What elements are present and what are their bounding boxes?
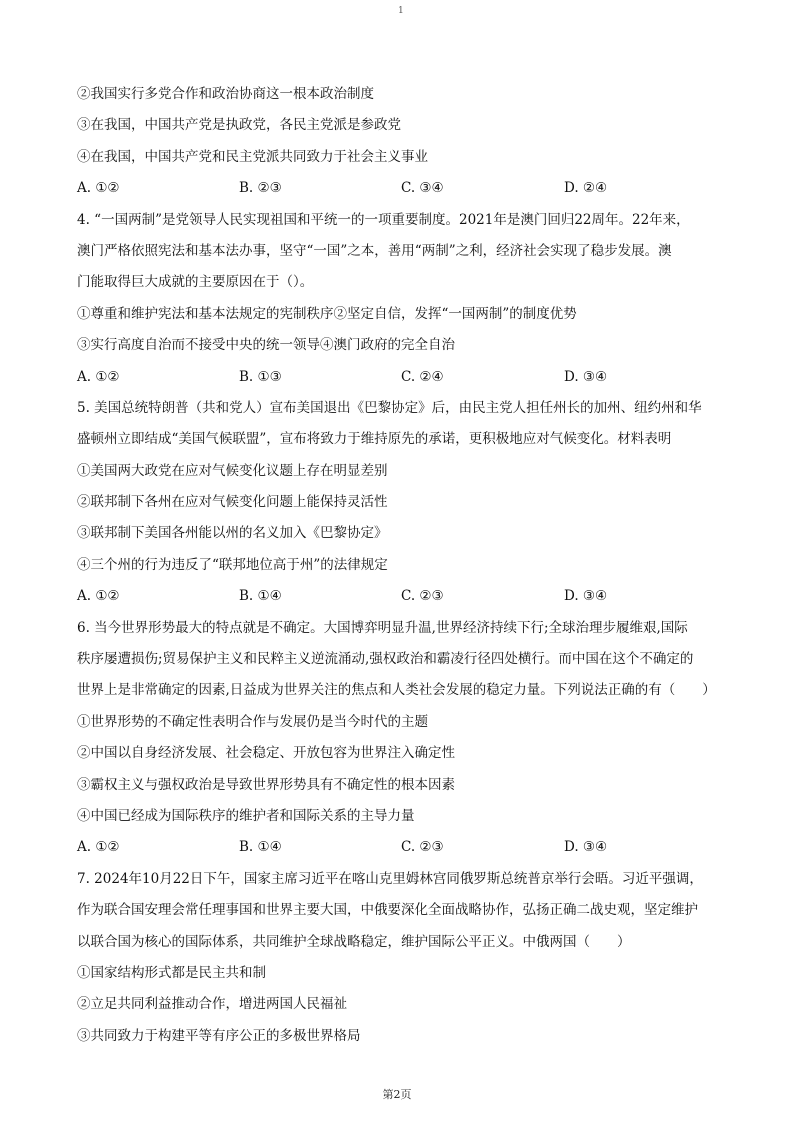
text-line: ①尊重和维护宪法和基本法规定的宪制秩序②坚定自信，发挥“一国两制”的制度优势	[77, 305, 577, 322]
text-line: ③实行高度自治而不接受中央的统一领导④澳门政府的完全自治	[77, 337, 455, 354]
text-line: 澳门严格依照宪法和基本法办事，坚守“一国”之本，善用“两制”之利，经济社会实现了稳步发展。澳	[77, 242, 672, 259]
question-body	[77, 79, 717, 1052]
text-line: ④在我国，中国共产党和民主党派共同致力于社会主义事业	[77, 148, 428, 165]
answer-options-row	[77, 173, 717, 204]
text-line: ④三个州的行为违反了“联邦地位高于州”的法律规定	[77, 556, 388, 573]
answer-option: A. ①②	[77, 839, 120, 856]
text-line: 5. 美国总统特朗普（共和党人）宣布美国退出《巴黎协定》后，由民主党人担任州长的加州、纽约州和华	[77, 399, 702, 416]
text-line: 门能取得巨大成就的主要原因在于（）。	[77, 274, 314, 291]
answer-options-row	[77, 832, 717, 863]
page-number: 第2页	[382, 1088, 412, 1101]
text-line: 秩序屡遭损伤;贸易保护主义和民粹主义逆流涌动,强权政治和霸凌行径四处横行。而中国在这个不确定的	[77, 651, 694, 668]
text-line: ④中国已经成为国际秩序的维护者和国际关系的主导力量	[77, 807, 415, 824]
answer-option: B. ①④	[239, 588, 282, 605]
answer-option: A. ①②	[77, 588, 120, 605]
text-line: ②立足共同利益推动合作，增进两国人民福祉	[77, 996, 347, 1013]
answer-option: B. ①④	[239, 839, 282, 856]
answer-option: D. ③④	[564, 368, 608, 385]
text-line: 以联合国为核心的国际体系，共同维护全球战略稳定，维护国际公平正义。中俄两国（ ）	[77, 933, 631, 950]
answer-options-row	[77, 362, 717, 393]
answer-option: C. ③④	[401, 180, 444, 197]
answer-option: A. ①②	[77, 368, 120, 385]
text-line: 世界上是非常确定的因素,日益成为世界关注的焦点和人类社会发展的稳定力量。下列说法正确的有（ ）	[77, 682, 716, 699]
text-line: 7. 2024年10月22日下午，国家主席习近平在喀山克里姆林宫同俄罗斯总统普京举行会晤。习近平强调，	[77, 870, 703, 887]
text-line: 6. 当今世界形势最大的特点就是不确定。大国博弈明显升温,世界经济持续下行;全球治理步履维艰,国际	[77, 619, 688, 636]
text-line: ③共同致力于构建平等有序公正的多极世界格局	[77, 1027, 361, 1044]
text-line: ①世界形势的不确定性表明合作与发展仍是当今时代的主题	[77, 713, 428, 730]
text-line: ②我国实行多党合作和政治协商这一根本政治制度	[77, 86, 374, 102]
text-line: ②中国以自身经济发展、社会稳定、开放包容为世界注入确定性	[77, 745, 455, 762]
text-line: ①美国两大政党在应对气候变化议题上存在明显差别	[77, 462, 388, 479]
answer-option: C. ②③	[401, 588, 444, 605]
answer-option: B. ①③	[239, 368, 282, 385]
text-line: ②联邦制下各州在应对气候变化问题上能保持灵活性	[77, 494, 388, 511]
text-line: 盛顿州立即结成“美国气候联盟”，宣布将致力于维持原先的承诺，更积极地应对气候变化。材料表明	[77, 431, 672, 448]
text-line: 作为联合国安理会常任理事国和世界主要大国，中俄要深化全面战略协作，弘扬正确二战史观，坚定维护	[77, 902, 698, 919]
answer-option: D. ③④	[564, 588, 608, 605]
answer-option: D. ③④	[564, 839, 608, 856]
text-line: ③联邦制下美国各州能以州的名义加入《巴黎协定》	[77, 525, 388, 542]
text-line: ③霸权主义与强权政治是导致世界形势具有不确定性的根本因素	[77, 776, 455, 793]
answer-option: A. ①②	[77, 180, 120, 197]
text-line: ③在我国，中国共产党是执政党，各民主党派是参政党	[77, 117, 401, 134]
answer-option: B. ②③	[239, 180, 282, 197]
text-line: ①国家结构形式都是民主共和制	[77, 964, 266, 981]
answer-option: C. ②④	[401, 368, 444, 385]
answer-option: D. ②④	[564, 180, 608, 197]
answer-options-row	[77, 581, 717, 612]
answer-option: C. ②③	[401, 839, 444, 856]
page-top-mark: 1	[398, 6, 404, 16]
text-line: 4. “一国两制”是党领导人民实现祖国和平统一的一项重要制度。2021年是澳门回归22周年。22年来，	[77, 211, 690, 228]
